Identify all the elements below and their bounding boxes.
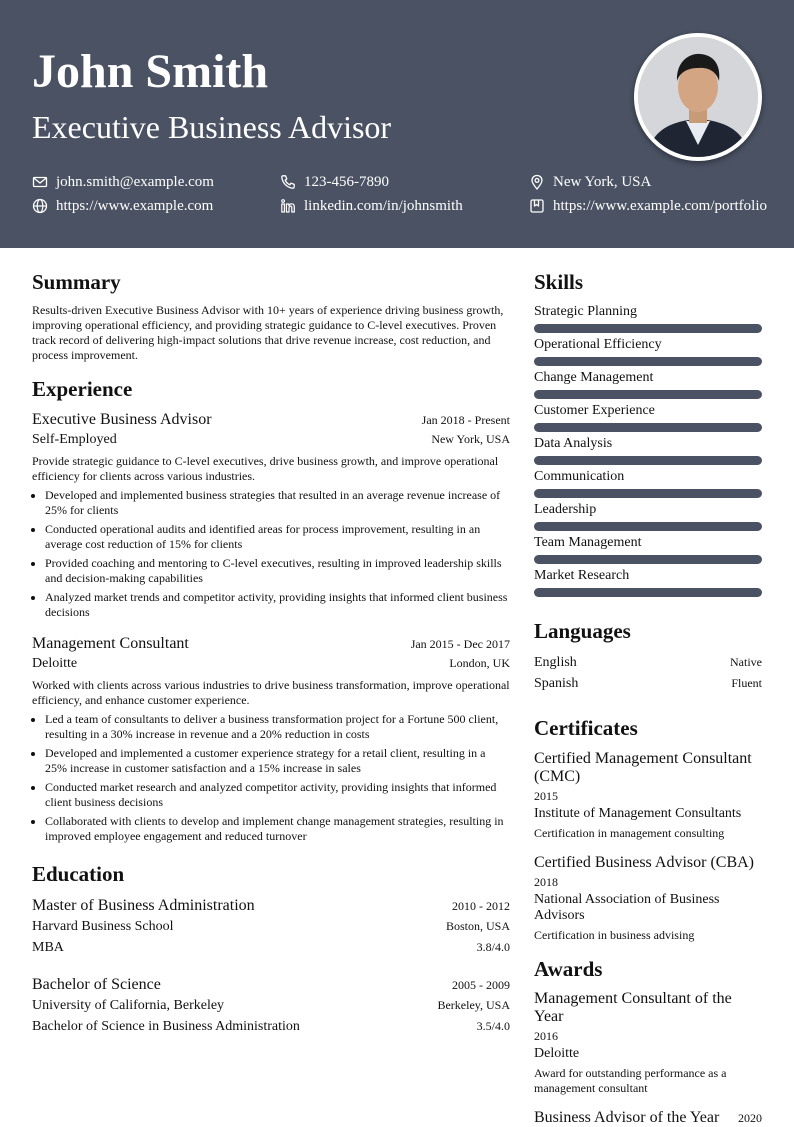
job-bullet: • Provided coaching and mentoring to C-level executives, resulting in improved leadership skills and decision-making capabilities [45,556,510,586]
portfolio-icon [529,198,545,214]
skill-item [534,402,762,432]
job-description: Worked with clients across various industries to drive business transformation, improve operational efficiency, and enhance customer experience. [32,678,510,708]
skill-bar [534,555,762,564]
job-dates: Jan 2018 - Present [421,413,510,428]
award-year: 2016 [534,1028,558,1043]
award-name: Management Consultant of the Year [534,989,732,1025]
skills-list [534,303,762,597]
job-title: Executive Business Advisor [32,411,212,429]
job-bullet: • Analyzed market trends and competitor activity, providing insights that informed client business decisions [45,590,510,620]
certificate-description: Certification in business advising [534,927,695,942]
award-item [534,1109,762,1127]
skill-name: Leadership [534,502,597,518]
email-text: john.smith@example.com [56,173,214,190]
job-bullet: • Developed and implemented a customer experience strategy for a retail client, resulting in a 25% increase in customer satisfaction and a 15% increase in sales [45,746,510,776]
left-column [32,270,510,1054]
experience-item [32,410,510,620]
job-bullets [32,488,510,620]
portfolio-text: https://www.example.com/portfolio [553,197,767,214]
language-name: English [534,655,577,671]
job-bullet: • Collaborated with clients to develop and implement change management strategies, resulting in improved employee engagement and reduced turnover [45,814,510,844]
skill-item [534,435,762,465]
certificate-item [534,854,762,943]
skill-item [534,303,762,333]
linkedin-text: linkedin.com/in/johnsmith [304,197,463,214]
mail-icon [32,174,48,190]
skill-bar [534,489,762,498]
award-name: Business Advisor of the Year [534,1108,720,1126]
job-company: Self-Employed [32,432,117,448]
resume-header [0,0,794,248]
certificate-issuer: Institute of Management Consultants [534,805,742,821]
profile-photo [634,33,762,161]
education-dates: 2005 - 2009 [452,977,510,992]
certificate-description: Certification in management consulting [534,825,725,840]
skill-name: Communication [534,469,625,485]
award-issuer: Deloitte [534,1045,580,1061]
education-degree: Master of Business Administration [32,896,255,914]
language-level: Fluent [731,676,762,691]
job-bullet: • Developed and implemented business strategies that resulted in an average revenue increase of 25% for clients [45,488,510,518]
website-text: https://www.example.com [56,197,214,214]
summary-text: Results-driven Executive Business Advisor with 10+ years of experience driving business growth, improving operational efficiency, and providing strategic guidance to C-level executives. Proven track record of delivering high-impact solutions that drive revenue increase, cost reduction, and process improvement. [32,303,504,363]
contact-portfolio[interactable] [529,197,767,214]
education-degree: Bachelor of Science [32,975,161,993]
skill-bar [534,456,762,465]
skill-item [534,336,762,366]
certificates-heading: Certificates [534,716,638,741]
contact-list [32,173,767,214]
experience-heading: Experience [32,377,133,402]
education-gpa: 3.8/4.0 [476,939,510,954]
certificate-year: 2015 [534,788,558,803]
phone-text: 123-456-7890 [304,173,389,190]
skill-name: Strategic Planning [534,304,638,320]
awards-heading: Awards [534,956,603,981]
certificate-item [534,750,762,841]
education-heading: Education [32,862,125,887]
right-column [534,270,762,1127]
skill-name: Operational Efficiency [534,337,662,353]
contact-website[interactable] [32,198,280,214]
job-location: New York, USA [431,432,510,447]
language-level: Native [730,655,762,670]
education-item [32,975,510,1037]
skill-name: Change Management [534,370,654,386]
job-bullet: • Led a team of consultants to deliver a business transformation project for a Fortune 500 client, resulting in a 30% increase in revenue and a 20% reduction in costs [45,712,510,742]
education-dates: 2010 - 2012 [452,898,510,913]
skill-item [534,501,762,531]
contact-email[interactable] [32,174,280,190]
skill-name: Data Analysis [534,436,613,452]
certificate-name: Certified Management Consultant (CMC) [534,749,752,785]
skill-name: Team Management [534,535,642,551]
skill-bar [534,423,762,432]
certificate-name: Certified Business Advisor (CBA) [534,853,754,871]
languages-list [534,652,762,694]
language-item [534,652,762,673]
job-bullet: • Conducted market research and analyzed competitor activity, providing insights that informed client business decisions [45,780,510,810]
skill-item [534,534,762,564]
job-bullets [32,712,510,844]
job-bullet: • Conducted operational audits and identified areas for process improvement, resulting in an average cost reduction of 15% for clients [45,522,510,552]
location-text: New York, USA [553,173,652,190]
job-dates: Jan 2015 - Dec 2017 [410,637,510,652]
experience-item [32,634,510,844]
contact-location [529,174,762,190]
skill-bar [534,357,762,366]
education-gpa: 3.5/4.0 [476,1018,510,1033]
person-name: John Smith [32,45,269,98]
award-description: Award for outstanding performance as a management consultant [534,1065,727,1095]
job-location: London, UK [449,656,510,671]
skill-name: Market Research [534,568,630,584]
award-year: 2020 [738,1110,762,1125]
education-location: Berkeley, USA [437,997,510,1012]
contact-linkedin[interactable] [280,198,529,214]
languages-heading: Languages [534,619,631,644]
avatar-icon [638,37,758,157]
skill-item [534,567,762,597]
job-company: Deloitte [32,656,78,672]
summary-heading: Summary [32,270,121,294]
skill-bar [534,522,762,531]
education-location: Boston, USA [445,918,510,933]
certificate-year: 2018 [534,874,558,889]
skill-bar [534,588,762,597]
skill-bar [534,390,762,399]
education-field: MBA [32,939,64,955]
skill-bar [534,324,762,333]
skill-name: Customer Experience [534,403,655,419]
language-item [534,673,762,694]
certificate-issuer: National Association of Business Advisors [534,891,720,923]
skills-heading: Skills [534,270,584,294]
education-field: Bachelor of Science in Business Administration [32,1018,300,1034]
job-title: Management Consultant [32,635,189,653]
education-item [32,896,510,958]
globe-icon [32,198,48,214]
linkedin-icon [280,198,296,214]
location-icon [529,174,545,190]
skill-item [534,369,762,399]
education-school: Harvard Business School [32,918,174,934]
language-name: Spanish [534,676,579,692]
contact-phone[interactable] [280,174,529,190]
job-title-headline: Executive Business Advisor [32,109,392,145]
phone-icon [280,174,296,190]
education-school: University of California, Berkeley [32,997,225,1013]
award-item [534,990,762,1096]
skill-item [534,468,762,498]
job-description: Provide strategic guidance to C-level executives, drive business growth, and improve operational efficiency for clients across various industries. [32,454,499,484]
